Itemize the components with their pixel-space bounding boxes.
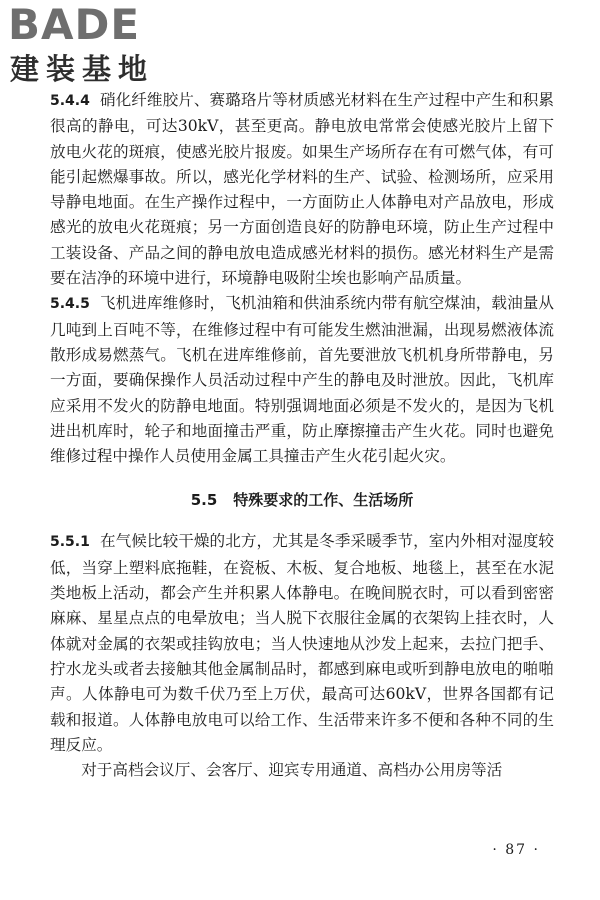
logo-subtitle: 建装基地 (10, 52, 155, 86)
paragraph-5-4-4 (50, 88, 554, 291)
section-heading-title: 特殊要求的工作、生活场所 (233, 491, 414, 510)
clause-text: 在气候比较干燥的北方，尤其是冬季采暖季节，室内外相对湿度较低，当穿上塑料底拖鞋，在瓷板、木板、复合地板、地毯上，甚至在水泥类地板上活动，都会产生并积累人体静电。在晚间脱衣时，可以看到密密麻麻、星星点点的电晕放电；当人脱下衣服往金属的衣架钩上挂衣时，人体就对金属的衣架或挂钩放电；当人快速地从沙发上起来，去拉门把手、拧水龙头或者去接触其他金属制品时，都感到麻电或听到静电放电的啪啪声。人体静电可为数千伏乃至上万伏，最高可达60kV，世界各国都有记载和报道。人体静电放电可以给工作、生活带来许多不便和各种不同的生理反应。 (50, 532, 554, 754)
clause-text: 飞机进库维修时，飞机油箱和供油系统内带有航空煤油，载油量从几吨到上百吨不等，在维修过程中有可能发生燃油泄漏，出现易燃液体流散形成易燃蒸气。飞机在进库维修前，首先要泄放飞机机身所带静电，另一方面，要确保操作人员活动过程中产生的静电及时泄放。因此，飞机库应采用不发火的防静电地面。特别强调地面必须是不发火的，是因为飞机进出机库时，轮子和地面撞击严重，防止摩擦撞击产生火花。同时也避免维修过程中操作人员使用金属工具撞击产生火花引起火灾。 (50, 294, 554, 466)
clause-number: 5.4.4 (50, 93, 90, 109)
section-heading (50, 488, 554, 512)
clause-text: 硝化纤维胶片、赛璐珞片等材质感光材料在生产过程中产生和积累很高的静电，可达30kV，甚至更高。静电放电常常会使感光胶片上留下放电火花的斑痕，使感光胶片报废。如果生产场所存在有可燃气体，有可能引起燃爆事故。所以，感光化学材料的生产、试验、检测场所，应采用导静电地面。在生产操作过程中，一方面防止人体静电对产品放电，形成感光的放电火花斑痕；另一方面创造良好的防静电环境，防止生产过程中工装设备、产品之间的静电放电造成感光材料的损伤。感光材料生产是需要在洁净的环境中进行，环境静电吸附尘埃也影响产品质量。 (50, 91, 554, 288)
page-body (50, 88, 554, 783)
continuation-paragraph: 对于高档会议厅、会客厅、迎宾专用通道、高档办公用房等活 (81, 761, 503, 780)
section-heading-number: 5.5 (190, 491, 218, 510)
paragraph-5-5-1 (50, 529, 554, 758)
clause-number: 5.5.1 (50, 534, 90, 551)
logo-brand-text: BADE (8, 0, 141, 49)
clause-number: 5.4.5 (50, 296, 90, 313)
brand-logo (8, 2, 178, 94)
page-number: · 87 · (492, 842, 540, 858)
paragraph-5-4-5 (50, 291, 554, 469)
